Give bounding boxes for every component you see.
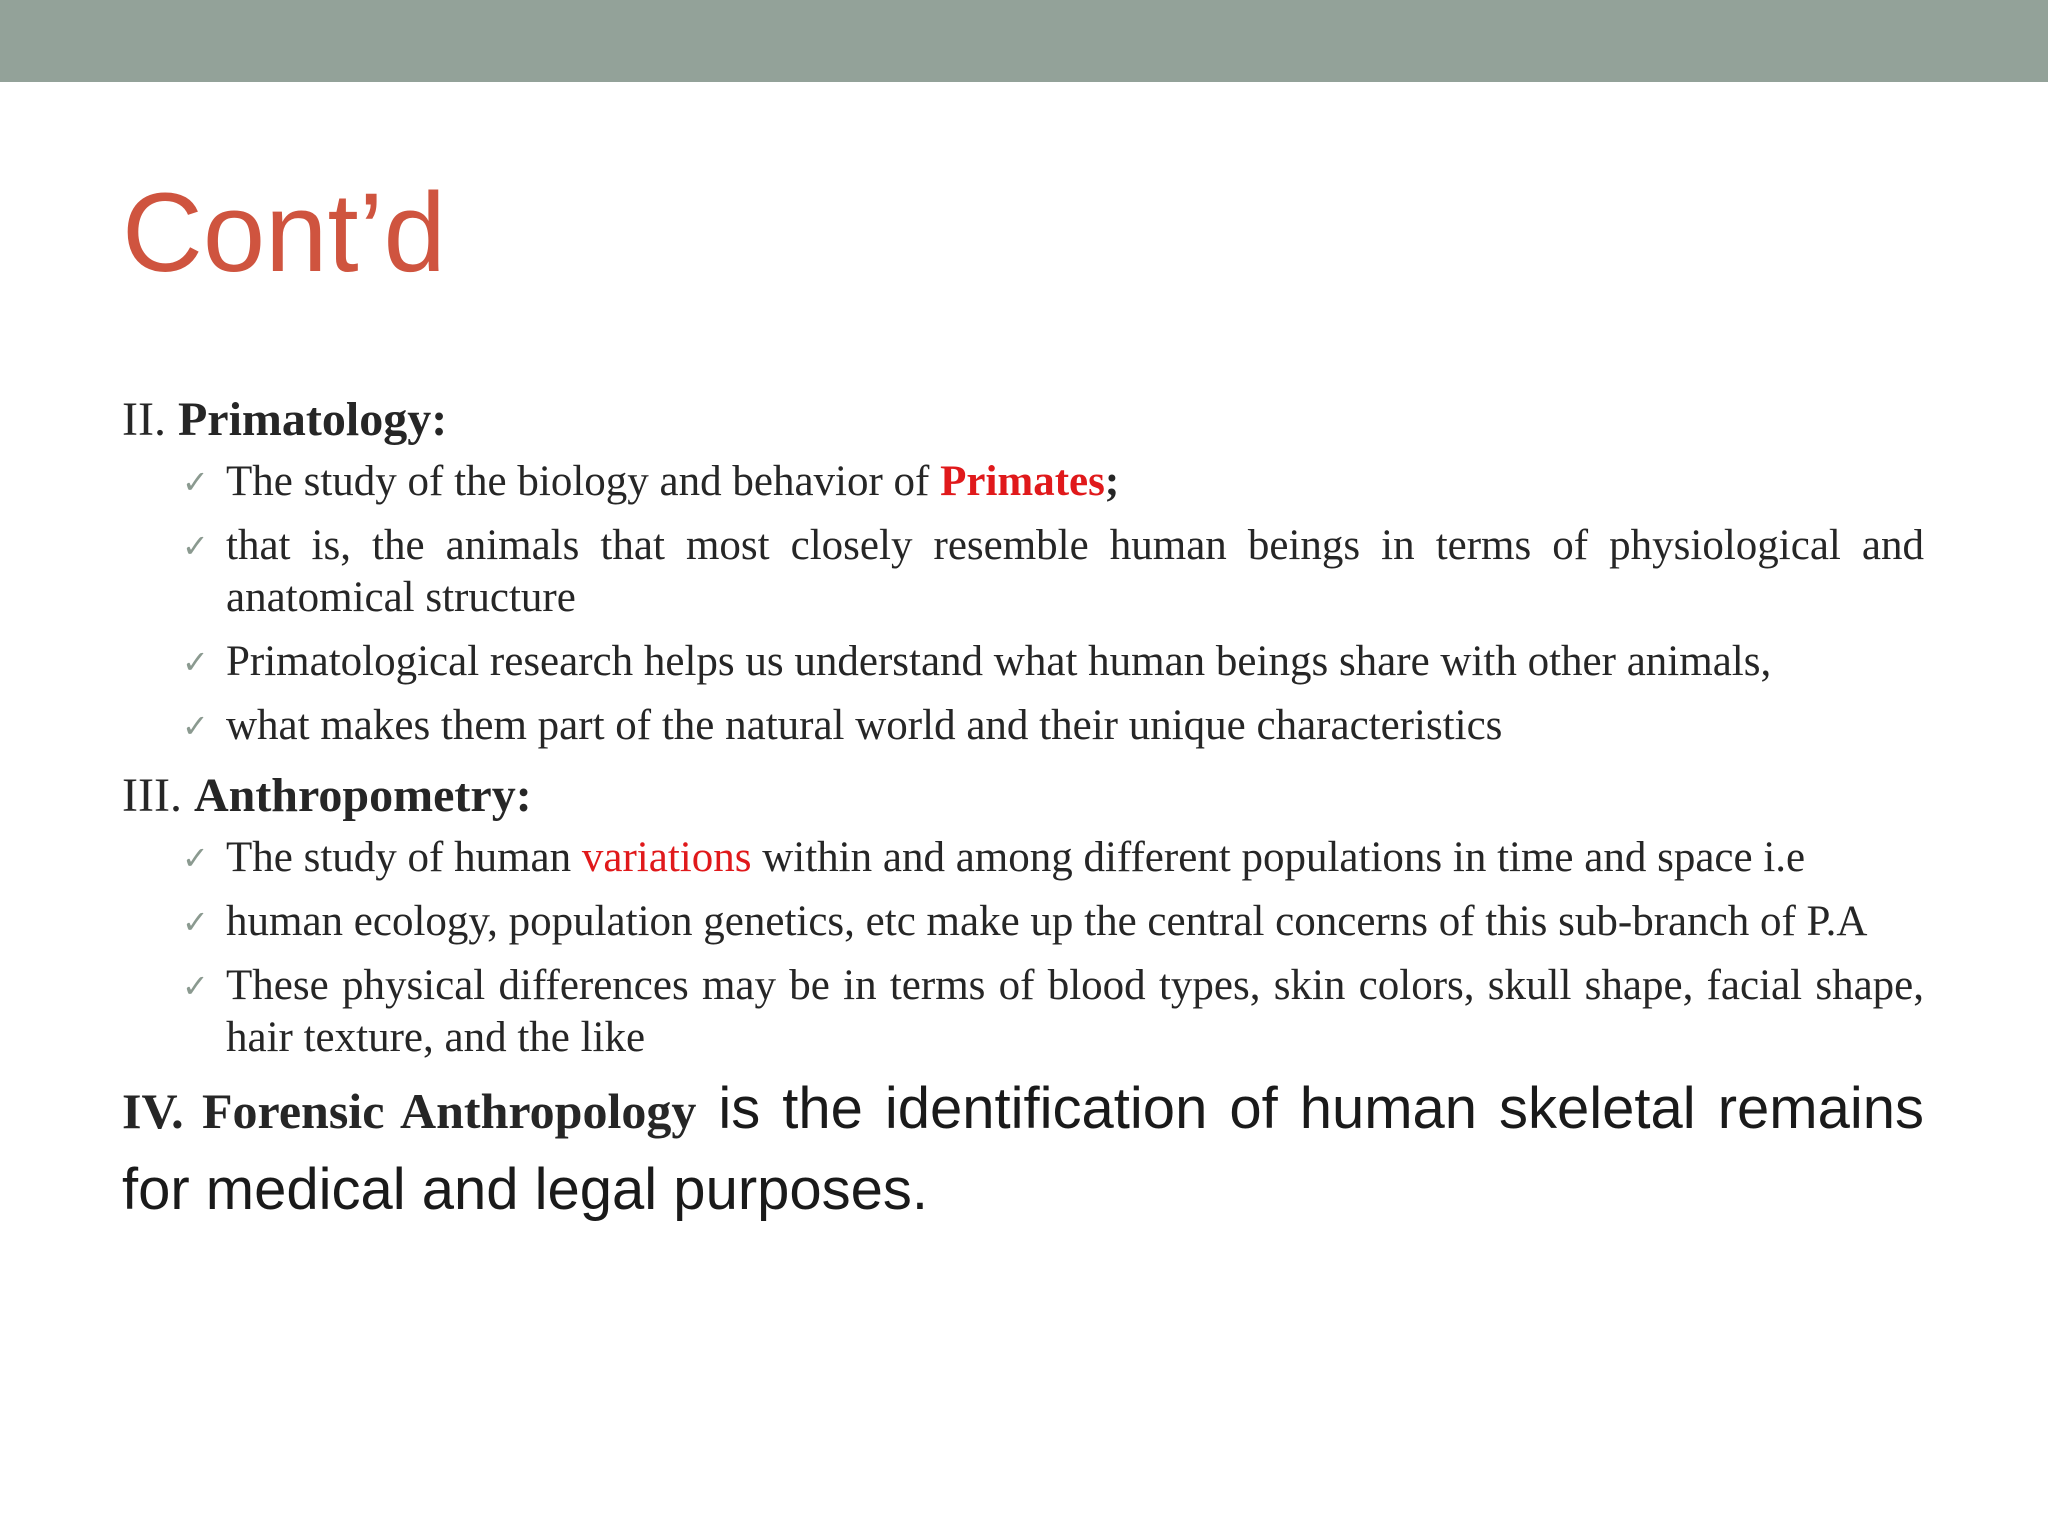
bullet-item [182, 960, 1924, 1064]
bullet-item [182, 832, 1924, 884]
bullet-item [182, 456, 1924, 508]
highlight-variations: variations [581, 834, 752, 881]
checkmark-icon: ✓ [182, 707, 209, 745]
section-heading-anthropometry [122, 764, 1924, 828]
section-numeral: II. [122, 393, 166, 446]
bullet-text-suffix: ; [1104, 458, 1120, 505]
checkmark-icon: ✓ [182, 839, 209, 877]
bullet-text: what makes them part of the natural world and their unique characteristics [226, 702, 1503, 749]
bullet-text: The study of human [226, 834, 582, 881]
bullet-item [182, 700, 1924, 752]
final-text: is the identification of human skeletal remains for medical and legal purposes. [122, 1076, 1924, 1222]
checkmark-icon: ✓ [182, 967, 209, 1005]
bullet-text: human ecology, population genetics, etc make up the central concerns of this sub-branch of P.A [226, 898, 1868, 945]
checkmark-icon: ✓ [182, 463, 209, 501]
final-heading: IV. Forensic Anthropology [122, 1083, 697, 1139]
bullet-text: The study of the biology and behavior of [226, 458, 941, 505]
bullet-item [182, 636, 1924, 688]
highlight-primates: Primates [940, 458, 1105, 505]
bullet-text: These physical differences may be in terms of blood types, skin colors, skull shape, facial shape, hair texture, and the like [226, 962, 1924, 1061]
top-bar [0, 0, 2048, 82]
bullet-text-suffix: within and among different populations in time and space i.e [751, 834, 1806, 881]
section-numeral: III. [122, 769, 182, 822]
bullet-list-anthropometry [122, 832, 1924, 1064]
section-title: Anthropometry: [193, 769, 532, 822]
bullet-text: Primatological research helps us understand what human beings share with other animals, [226, 638, 1772, 685]
slide-title: Cont’d [122, 170, 446, 295]
bullet-text: that is, the animals that most closely resemble human beings in terms of physiological and anatomical structure [226, 522, 1924, 621]
bullet-item [182, 520, 1924, 624]
section-heading-primatology [122, 388, 1924, 452]
section-title: Primatology: [177, 393, 448, 446]
slide-body [122, 388, 1924, 1238]
checkmark-icon: ✓ [182, 643, 209, 681]
checkmark-icon: ✓ [182, 527, 209, 565]
final-paragraph [122, 1076, 1924, 1238]
bullet-list-primatology [122, 456, 1924, 752]
bullet-item [182, 896, 1924, 948]
checkmark-icon: ✓ [182, 903, 209, 941]
